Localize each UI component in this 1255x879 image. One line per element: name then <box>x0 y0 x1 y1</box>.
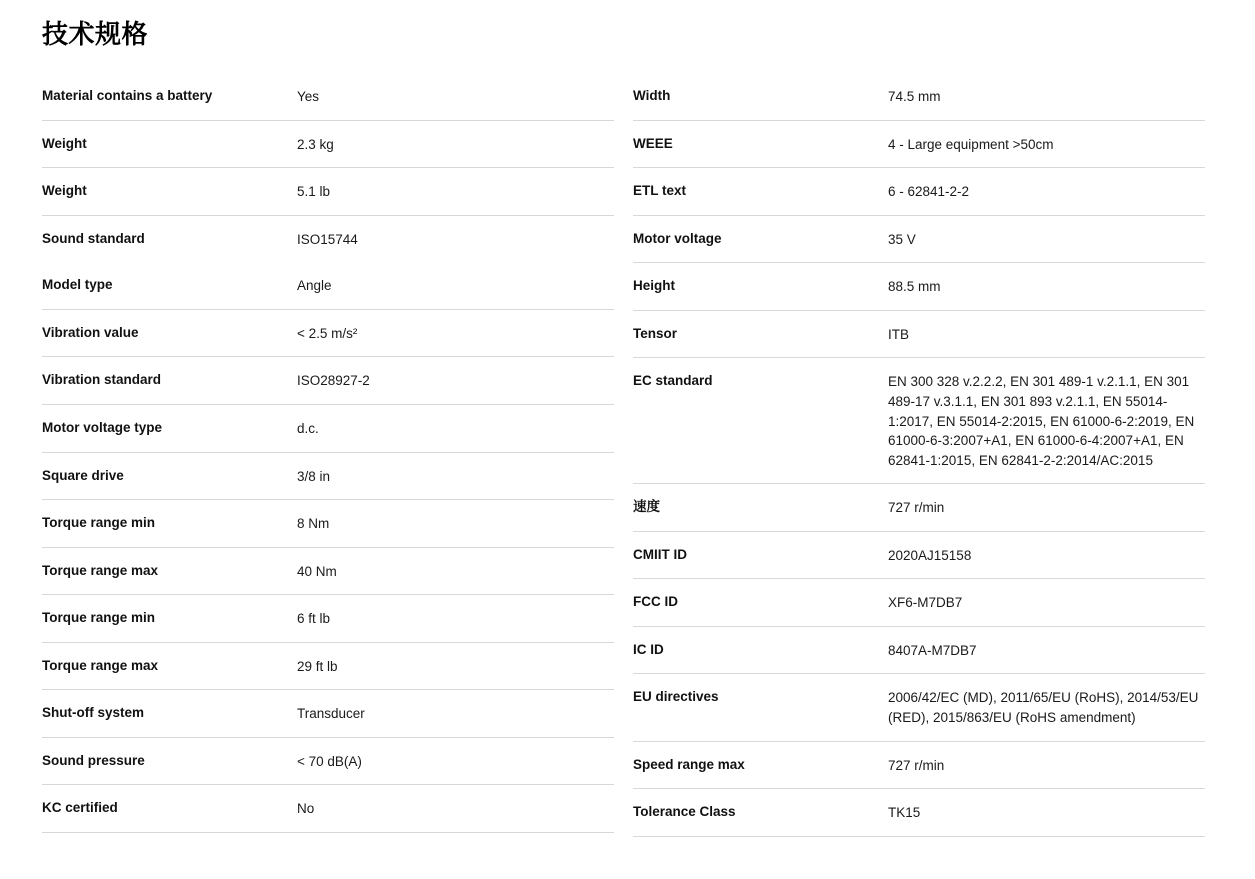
spec-value: 88.5 mm <box>888 279 941 295</box>
spec-row <box>42 453 614 501</box>
spec-label: Square drive <box>42 467 124 483</box>
spec-value: Yes <box>297 89 320 104</box>
spec-label: Weight <box>42 183 87 199</box>
spec-label: Vibration value <box>42 324 139 340</box>
spec-label: 速度 <box>633 499 660 515</box>
spec-column-left <box>42 73 614 833</box>
spec-label: CMIIT ID <box>633 546 687 562</box>
spec-label: Tensor <box>633 325 678 341</box>
spec-row <box>633 674 1205 741</box>
spec-value: No <box>297 801 315 817</box>
page-title: 技术规格 <box>42 19 149 49</box>
spec-columns <box>42 73 1213 837</box>
spec-value: 727 r/min <box>888 757 945 773</box>
spec-label: Torque range max <box>42 562 159 578</box>
spec-value: 6 ft lb <box>297 611 331 627</box>
spec-value: EN 300 328 v.2.2.2, EN 301 489-1 v.2.1.1, EN 301 489-17 v.3.1.1, EN 301 893 v.2.1.1, EN 55014-1:2017, EN 55014-2:2015, EN 61000-6-2:2019, EN 61000-6-3:2007+A1, EN 61000-6-4:2007+A1, EN 62841-1:2015, EN 62841-2-2:2014/AC:2015 <box>888 374 1195 468</box>
spec-row <box>42 500 614 548</box>
spec-row <box>633 263 1205 311</box>
spec-value: ISO28927-2 <box>297 373 370 389</box>
spec-value: 6 - 62841-2-2 <box>888 184 970 200</box>
spec-value: 2006/42/EC (MD), 2011/65/EU (RoHS), 2014/53/EU (RED), 2015/863/EU (RoHS amendment) <box>888 690 1199 725</box>
spec-row <box>633 532 1205 580</box>
spec-label: KC certified <box>42 800 118 816</box>
spec-label: IC ID <box>633 641 664 657</box>
spec-row <box>42 738 614 786</box>
spec-label: EU directives <box>633 689 719 705</box>
spec-row <box>633 742 1205 790</box>
spec-row <box>42 73 614 121</box>
spec-row <box>633 216 1205 264</box>
spec-value: 8407A-M7DB7 <box>888 642 977 658</box>
spec-value: ITB <box>888 326 910 342</box>
spec-row <box>42 405 614 453</box>
spec-row <box>633 627 1205 675</box>
spec-label: WEEE <box>633 135 673 151</box>
spec-value: 5.1 lb <box>297 184 331 200</box>
spec-value: XF6-M7DB7 <box>888 595 963 611</box>
spec-value: < 2.5 m/s² <box>297 325 358 341</box>
spec-row <box>42 548 614 596</box>
spec-row <box>633 121 1205 169</box>
spec-row <box>42 595 614 643</box>
spec-label: Speed range max <box>633 756 745 772</box>
spec-label: Motor voltage type <box>42 419 163 435</box>
spec-label: Model type <box>42 277 113 293</box>
spec-row <box>42 216 614 263</box>
spec-value: ISO15744 <box>297 231 358 247</box>
spec-row <box>633 358 1205 484</box>
spec-row <box>42 357 614 405</box>
spec-row <box>633 484 1205 532</box>
spec-value: Transducer <box>297 706 365 722</box>
spec-value: 3/8 in <box>297 468 331 484</box>
spec-label: Width <box>633 88 671 103</box>
spec-value: d.c. <box>297 420 319 436</box>
spec-row <box>42 643 614 691</box>
spec-label: Material contains a battery <box>42 88 213 103</box>
spec-value: 4 - Large equipment >50cm <box>888 136 1054 152</box>
spec-value: 40 Nm <box>297 563 337 579</box>
spec-value: 35 V <box>888 231 916 247</box>
spec-value: < 70 dB(A) <box>297 753 362 769</box>
spec-label: Torque range min <box>42 610 156 626</box>
spec-label: EC standard <box>633 373 713 389</box>
spec-row <box>633 168 1205 216</box>
tech-spec-page <box>0 14 1255 879</box>
spec-value: 727 r/min <box>888 500 945 516</box>
spec-row <box>42 690 614 738</box>
spec-row <box>633 789 1205 837</box>
spec-label: Sound standard <box>42 230 145 246</box>
spec-value: 29 ft lb <box>297 658 338 674</box>
spec-label: Vibration standard <box>42 372 162 388</box>
spec-label: Motor voltage <box>633 230 722 246</box>
spec-label: Height <box>633 278 675 294</box>
spec-row <box>42 262 614 310</box>
spec-label: Tolerance Class <box>633 804 736 820</box>
spec-value: Angle <box>297 278 332 294</box>
spec-value: 2020AJ15158 <box>888 547 972 563</box>
spec-row <box>42 121 614 169</box>
spec-label: ETL text <box>633 183 687 199</box>
spec-value: 2.3 kg <box>297 136 334 152</box>
spec-row <box>633 579 1205 627</box>
spec-row <box>42 310 614 358</box>
spec-label: Torque range min <box>42 515 156 531</box>
spec-row <box>633 311 1205 359</box>
spec-column-right <box>633 73 1205 837</box>
spec-label: Torque range max <box>42 657 159 673</box>
spec-row <box>42 168 614 216</box>
spec-row <box>42 785 614 833</box>
spec-label: FCC ID <box>633 594 678 610</box>
spec-row <box>633 73 1205 121</box>
spec-value: 74.5 mm <box>888 89 941 104</box>
spec-value: TK15 <box>888 805 921 821</box>
spec-label: Weight <box>42 135 87 151</box>
spec-label: Shut-off system <box>42 705 145 721</box>
spec-value: 8 Nm <box>297 516 330 532</box>
spec-label: Sound pressure <box>42 752 145 768</box>
